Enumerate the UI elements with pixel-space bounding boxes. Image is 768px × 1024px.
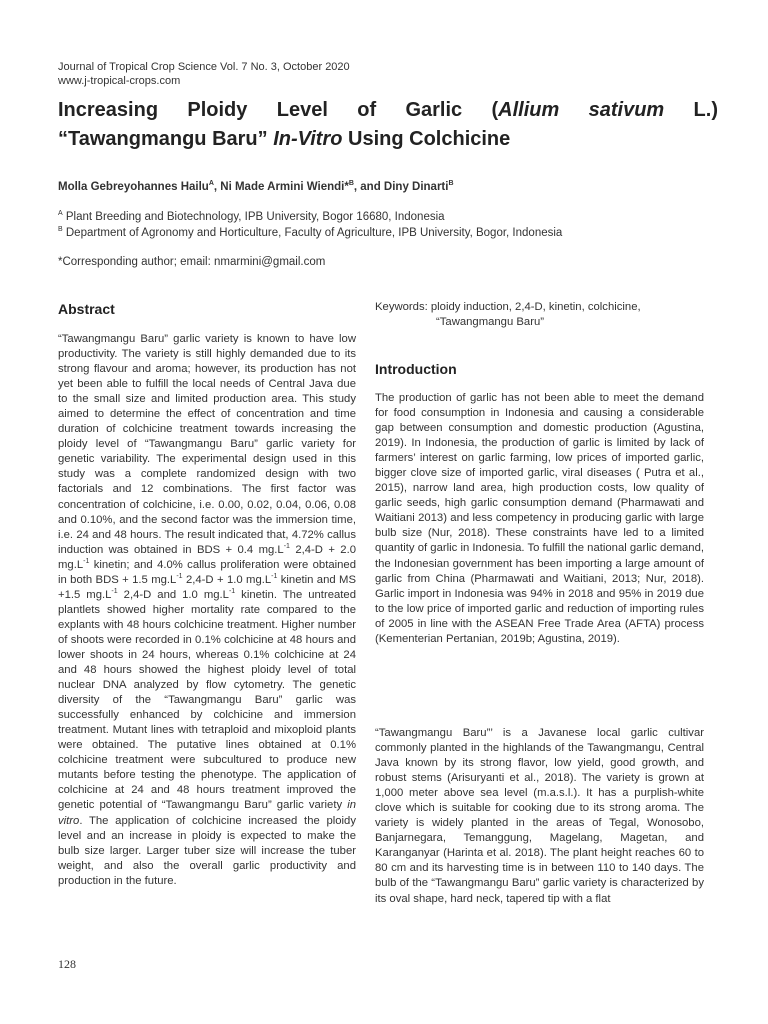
affiliation-b xyxy=(58,227,562,239)
keywords-line-1: Keywords: ploidy induction, 2,4-D, kinetin, colchicine, xyxy=(375,301,641,313)
title-part-3: “Tawangmangu Baru” xyxy=(58,128,274,150)
abstract-seg-3: kinetin; and 4.0% callus proliferation were obtained in both BDS + 1.5 mg.L xyxy=(58,558,356,586)
title-part-4: Using Colchicine xyxy=(342,128,511,150)
title-part-2: L.) xyxy=(664,99,718,121)
keywords-line-2: “Tawangmangu Baru” xyxy=(436,316,545,328)
author-1-affil: A xyxy=(208,180,214,188)
paper-title xyxy=(58,96,718,154)
abstract-sup-1: -1 xyxy=(283,542,290,550)
abstract-body xyxy=(58,332,356,889)
author-1: Molla Gebreyohannes Hailu xyxy=(58,181,209,193)
abstract-seg-1: “Tawangmangu Baru” garlic variety is known to have low productivity. The variety is still highly demanded due to its strong flavour and aroma; however, its production has not yet been able to fulfill the local needs of Central Java due to the small size and limited production area. This study aimed to determine the effect of concentration and time duration of colchicine treatment towards increasing the ploidy level of “Tawangmangu Baru” garlic variety for genetic variability. The experimental design used in this study was a complete randomized design with two factorials and 12 combinations. The first factor was concentration of colchicine, i.e. 0.00, 0.02, 0.04, 0.06, 0.08 and 0.10%, and the second factor was the immersion time, i.e. 24 and 48 hours. The result indicated that, 4.72% callus induction was obtained in BDS + 0.4 mg.L xyxy=(58,333,356,556)
author-2: , Ni Made Armini Wiendi* xyxy=(213,181,349,193)
abstract-seg-6: 2,4-D and 1.0 mg.L xyxy=(117,588,229,601)
affiliation-a-marker: A xyxy=(58,210,63,218)
author-3: , and Diny Dinarti xyxy=(353,181,449,193)
abstract-seg-8: . The application of colchicine increased the ploidy level and an increase in ploidy is expected to make the bulb size larger. Larger tuber size will increase the tuber weight, and also the overall garlic productivity and production in the future. xyxy=(58,814,356,887)
author-2-affil: B xyxy=(348,180,354,188)
affiliation-b-marker: B xyxy=(58,226,63,234)
keywords xyxy=(375,300,695,330)
author-3-affil: B xyxy=(448,180,454,188)
journal-citation: Journal of Tropical Crop Science Vol. 7 No. 3, October 2020 xyxy=(58,61,350,73)
abstract-seg-4: 2,4-D + 1.0 mg.L xyxy=(182,573,272,586)
abstract-heading: Abstract xyxy=(58,301,115,317)
page-number: 128 xyxy=(58,957,76,971)
author-list xyxy=(58,181,454,193)
abstract-sup-6: -1 xyxy=(228,588,236,596)
title-in-vitro: In-Vitro xyxy=(273,128,343,150)
affiliation-a xyxy=(58,211,445,223)
title-species: Allium sativum xyxy=(498,99,665,121)
journal-website: www.j-tropical-crops.com xyxy=(58,75,181,87)
introduction-heading: Introduction xyxy=(375,361,457,377)
corresponding-author: *Corresponding author; email: nmarmini@gmail.com xyxy=(58,256,326,268)
abstract-seg-2: 2,4-D + 2.0 mg.L xyxy=(58,543,356,571)
introduction-paragraph-2: “Tawangmangu Baru”’ is a Javanese local garlic cultivar commonly planted in the highlands of the Tawangmangu, Central Java known by its strong flavor, low yield, good growth, and robust stems (Arisuryanti et al., 2018). The variety is grown at 1,000 meter above sea level (m.a.s.l.). It has a purplish-white clove which is suitable for cooking due to its strong aroma. The variety is widely planted in the areas of Tegal, Wonosobo, Banjarnegara, Temanggung, Magelang, Magetan, and Karanganyar (Harinta et al. 2018). The plant height reaches 60 to 80 cm and its harvesting time is in between 110 to 140 days. The bulb of the “Tawangmangu Baru” garlic variety is characterized by its oval shape, hard neck, tapered tip with a flat xyxy=(375,727,704,905)
abstract-sup-5: -1 xyxy=(111,588,118,596)
abstract-seg-5: kinetin and MS +1.5 mg.L xyxy=(58,573,356,601)
abstract-in-vitro: in vitro xyxy=(58,799,356,827)
title-part-1: Increasing Ploidy Level of Garlic ( xyxy=(58,99,499,121)
abstract-sup-2: -1 xyxy=(83,557,90,565)
introduction-paragraph-1: The production of garlic has not been able to meet the demand for food consumption in Indonesia and causing a considerable gap between consumption and domestic production (Agustina, 2019). In Indonesia, the production of garlic is limited by lack of farmers’ interest on garlic farming, low prices of imported garlic, bigger clove size of imported garlic, viral diseases ( Putra et al., 2015), narrow land area, high production costs, low quality of garlic seeds, high garlic consumption demand (Pharmawati and Waitiani 2013) and less competency in producing garlic with large bulb size (Nur, 2018). These constraints have led to a limited quantity of garlic in Indonesia. To fulfill the national garlic demand, the Indonesian government has been importing a large amount of garlic from China (Pharmawati and Waitiani, 2013; Nur, 2018). Garlic import in Indonesia was 94% in 2018 and 95% in 2019 due to the low price of imported garlic and reduction of importing rules of 2005 in line with the ASEAN Free Trade Area (AFTA) process (Kementerian Pertanian, 2019b; Agustina, 2019). xyxy=(375,392,704,645)
abstract-sup-3: -1 xyxy=(176,572,183,580)
abstract-sup-4: -1 xyxy=(271,572,278,580)
abstract-seg-7: kinetin. The untreated plantlets showed higher mortality rate compared to the explants with 48 hours colchicine treatment. Higher number of shoots were recorded in 0.1% colchicine at 48 hours and lower shoots in 24 hours, whereas 0.1% colchicine at 24 and 48 hours showed the highest ploidy level of total nuclear DNA analyzed by flow cytometry. The genetic diversity of the “Tawangmangu Baru” garlic was successfully enhanced by colchicine and immersion treatment. Mutant lines with tetraploid and mixoploid plants were obtained. The putative lines obtained at 0.1% colchicine treatment were subcultured to produce new mutants before testing the phenotype. The application of colchicine at 24 and 48 hours treatment improved the genetic potential of “Tawangmangu Baru” garlic variety xyxy=(58,588,356,812)
affiliation-a-text: Plant Breeding and Biotechnology, IPB University, Bogor 16680, Indonesia xyxy=(62,211,445,223)
title-line-2 xyxy=(58,128,510,150)
title-line-1 xyxy=(58,96,718,125)
affiliation-b-text: Department of Agronomy and Horticulture, Faculty of Agriculture, IPB University, Bogor, Indonesia xyxy=(62,227,563,239)
